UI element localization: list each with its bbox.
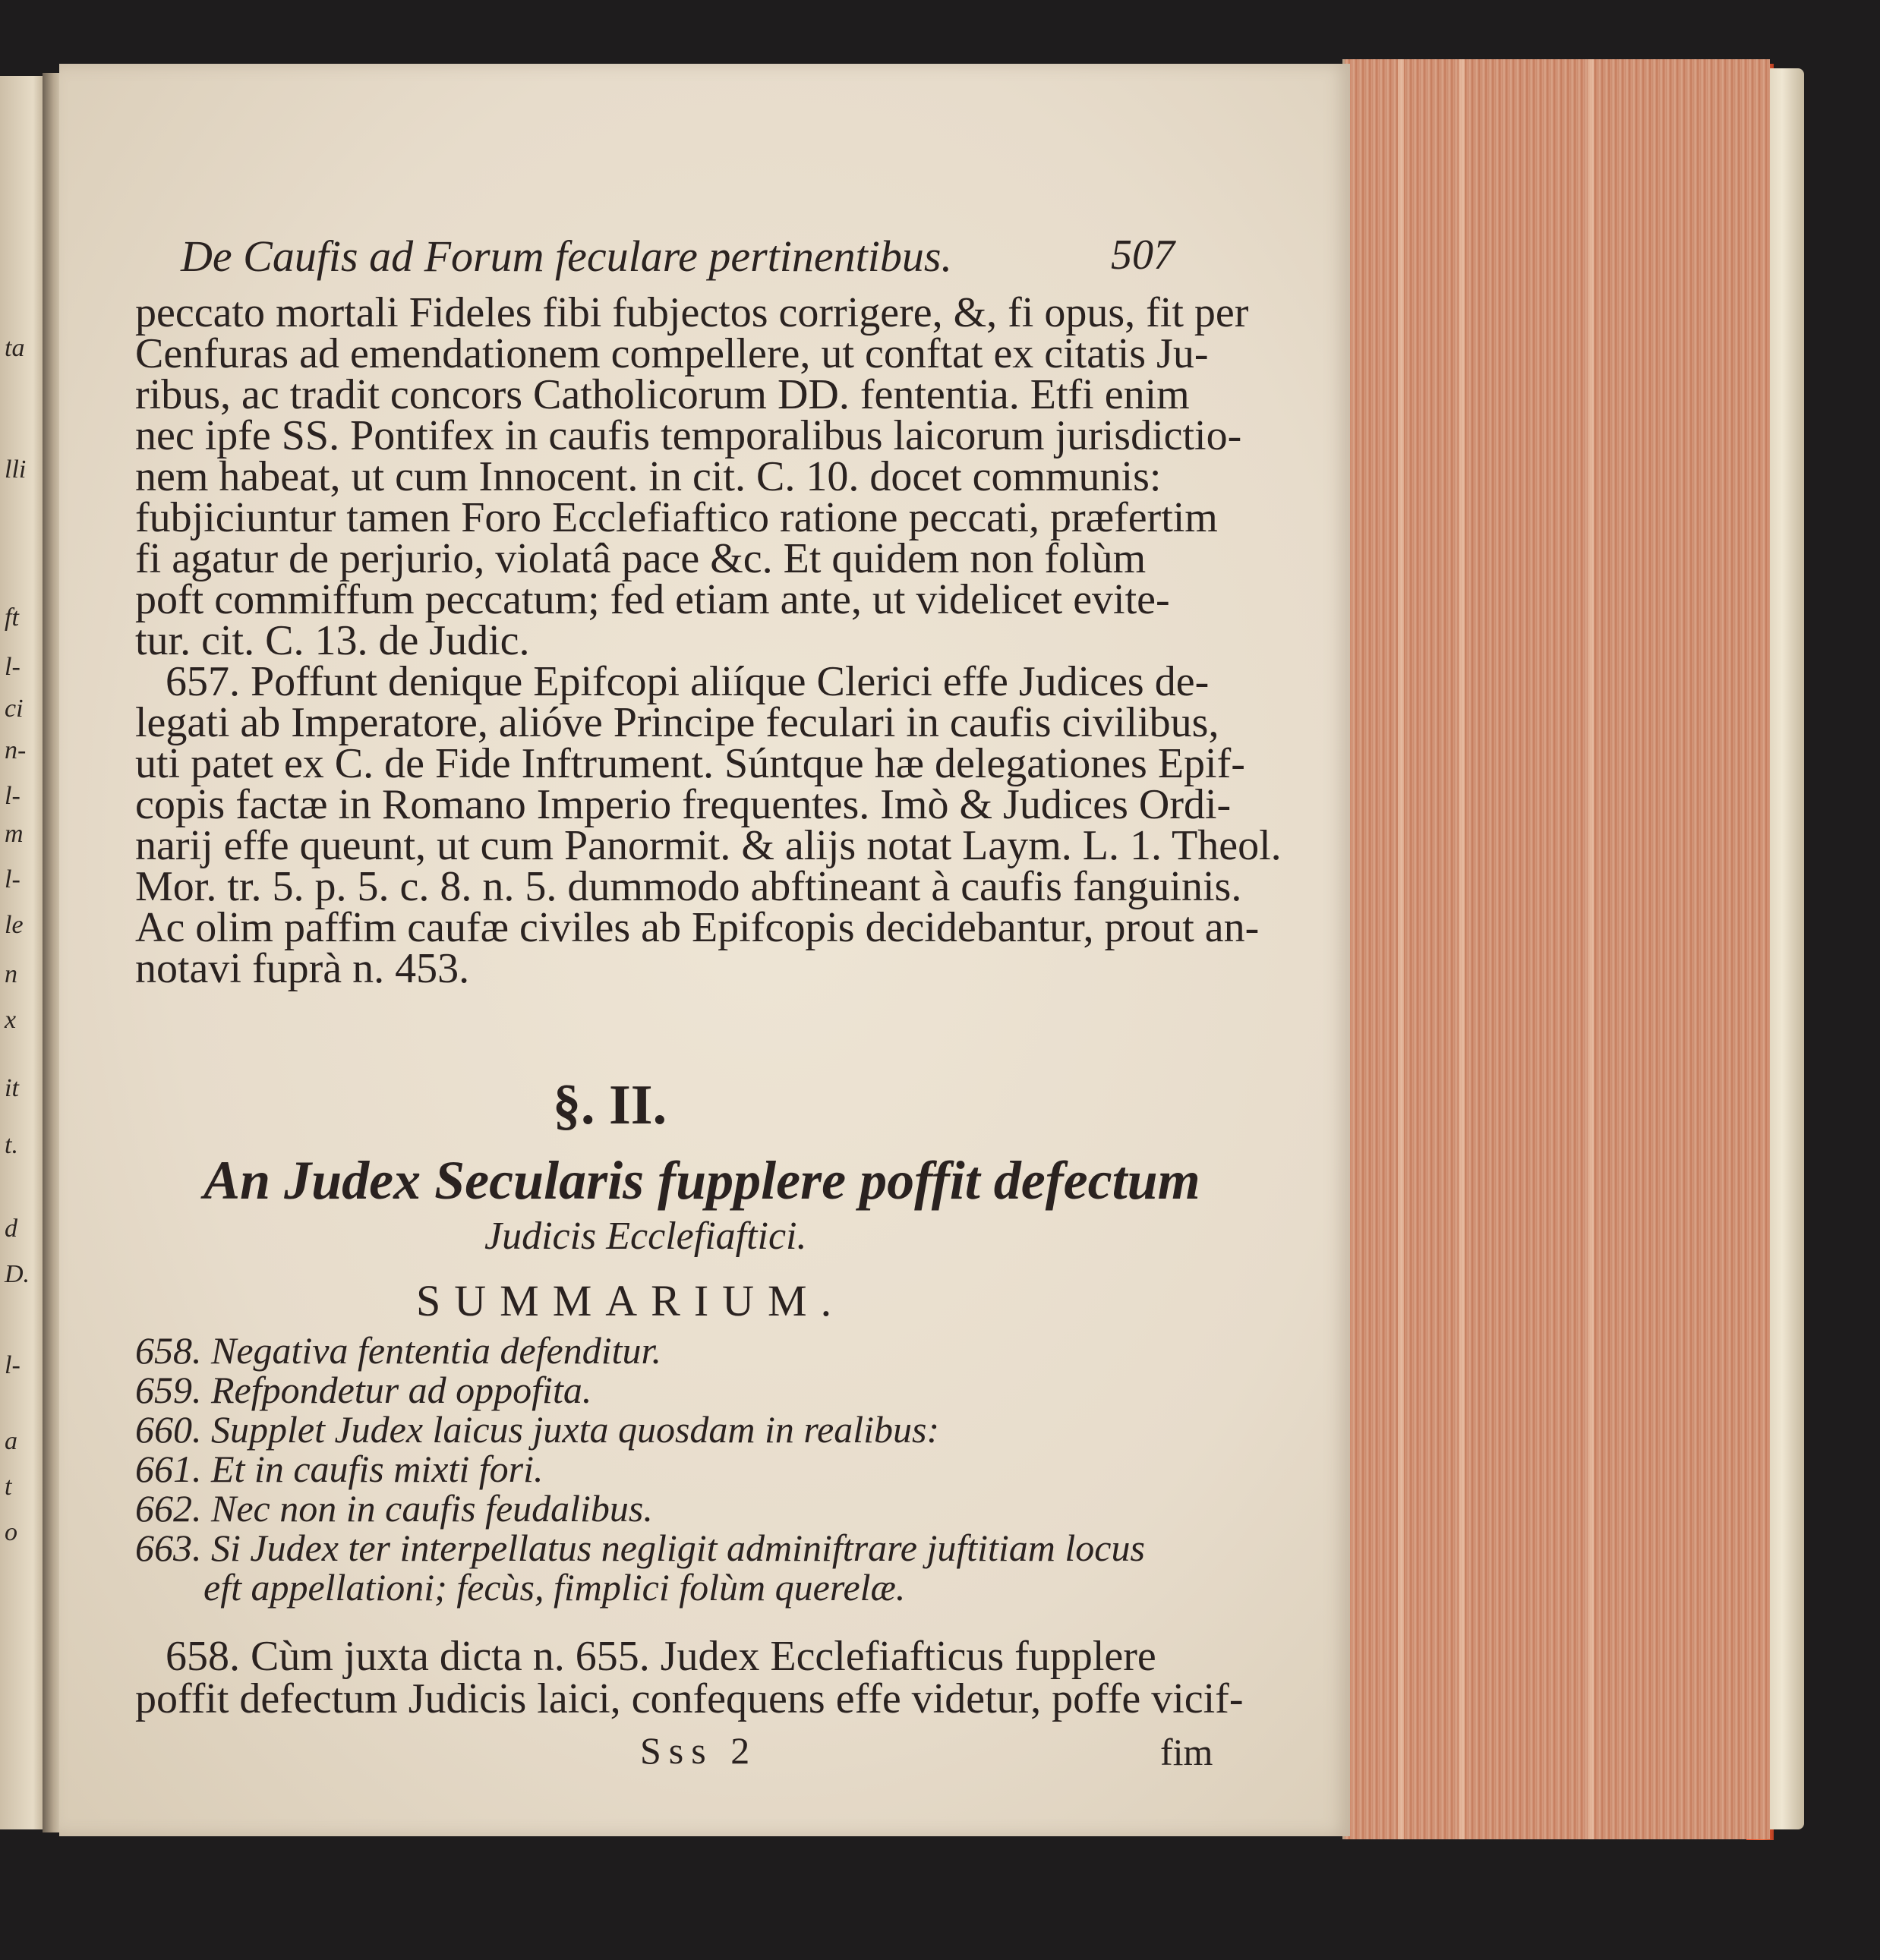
summary-item: 658. Negativa fententia defenditur. [135, 1329, 661, 1372]
left-page-fragment: o [5, 1518, 17, 1546]
left-page-fragment: m [5, 820, 24, 848]
left-page-fragment: l- [5, 653, 21, 681]
left-page-fragment: l- [5, 865, 21, 893]
book-page [59, 64, 1350, 1836]
closing-line: poffit defectum Judicis laici, confequens effe videtur, poffe vicif- [135, 1675, 1244, 1722]
body-line: nem habeat, ut cum Innocent. in cit. C. 10. docet communis: [135, 453, 1162, 500]
summary-item: 663. Si Judex ter interpellatus negligit adminiftrare juftitiam locus [135, 1527, 1145, 1569]
section-title-continued: Judicis Ecclefiaftici. [484, 1215, 807, 1258]
running-head: De Caufis ad Forum feculare pertinentibus. [181, 232, 952, 281]
body-line: Mor. tr. 5. p. 5. c. 8. n. 5. dummodo abftineant à caufis fanguinis. [135, 863, 1242, 910]
left-page-fragment: l- [5, 782, 21, 810]
left-page-fragment: ft [5, 603, 19, 632]
summary-heading: SUMMARIUM. [416, 1276, 846, 1325]
body-line: poft commiffum peccatum; fed etiam ante, ut videlicet evite- [135, 576, 1170, 623]
body-line: narij effe queunt, ut cum Panormit. & alijs notat Laym. L. 1. Theol. [135, 822, 1282, 869]
left-page-fragment: a [5, 1427, 17, 1455]
left-page-fragment: t. [5, 1131, 18, 1159]
left-page-fragment: it [5, 1074, 19, 1102]
left-page-fragment: x [5, 1006, 17, 1034]
left-page-fragment: n- [5, 736, 27, 764]
section-title: An Judex Secularis fupplere poffit defectum [203, 1150, 1200, 1211]
body-line: tur. cit. C. 13. de Judic. [135, 617, 530, 664]
body-line: ribus, ac tradit concors Catholicorum DD. fententia. Etfi enim [135, 371, 1190, 418]
body-line: Ac olim paffim caufæ civiles ab Epifcopis decidebantur, prout an- [135, 904, 1260, 951]
summary-item: 659. Refpondetur ad oppofita. [135, 1369, 592, 1411]
catchword: fim [1160, 1731, 1213, 1773]
summary-item: 660. Supplet Judex laicus juxta quosdam in realibus: [135, 1408, 940, 1451]
left-page-fragment: lli [5, 455, 27, 484]
left-page-fragment: D. [5, 1260, 30, 1288]
left-page-fragment: l- [5, 1351, 21, 1379]
left-page-fragment: le [5, 911, 24, 939]
body-line: 657. Poffunt denique Epifcopi aliíque Clerici effe Judices de- [166, 658, 1210, 705]
left-page-fragment: d [5, 1215, 17, 1243]
body-line: copis factæ in Romano Imperio frequentes. Imò & Judices Ordi- [135, 781, 1232, 828]
body-line: fubjiciuntur tamen Foro Ecclefiaftico ratione peccati, præfertim [135, 494, 1218, 541]
left-page-fragment: ci [5, 695, 24, 723]
signature-mark: Sss 2 [640, 1729, 758, 1772]
left-page-fragment: n [5, 960, 17, 988]
summary-item: eft appellationi; fecùs, fimplici folùm querelæ. [203, 1566, 906, 1609]
body-line: fi agatur de perjurio, violatâ pace &c. Et quidem non folùm [135, 535, 1147, 582]
page-block-edge [1342, 59, 1770, 1839]
body-line: uti patet ex C. de Fide Inftrument. Súntque hæ delegationes Epif- [135, 740, 1245, 787]
body-line: notavi fuprà n. 453. [135, 945, 470, 992]
page-number: 507 [1111, 232, 1175, 279]
left-page-fragment: ta [5, 334, 25, 362]
section-mark: §. II. [553, 1074, 667, 1136]
left-page-fragment: t [5, 1473, 12, 1501]
body-line: nec ipfe SS. Pontifex in caufis temporalibus laicorum jurisdictio- [135, 412, 1242, 459]
summary-item: 661. Et in caufis mixti fori. [135, 1448, 544, 1490]
body-line: legati ab Imperatore, alióve Principe feculari in caufis civilibus, [135, 699, 1219, 746]
body-line: peccato mortali Fideles fibi fubjectos corrigere, &, fi opus, fit per [135, 289, 1249, 336]
body-line: Cenfuras ad emendationem compellere, ut conftat ex citatis Ju- [135, 330, 1209, 377]
summary-item: 662. Nec non in caufis feudalibus. [135, 1487, 653, 1530]
closing-line: 658. Cùm juxta dicta n. 655. Judex Ecclefiafticus fupplere [166, 1633, 1156, 1680]
